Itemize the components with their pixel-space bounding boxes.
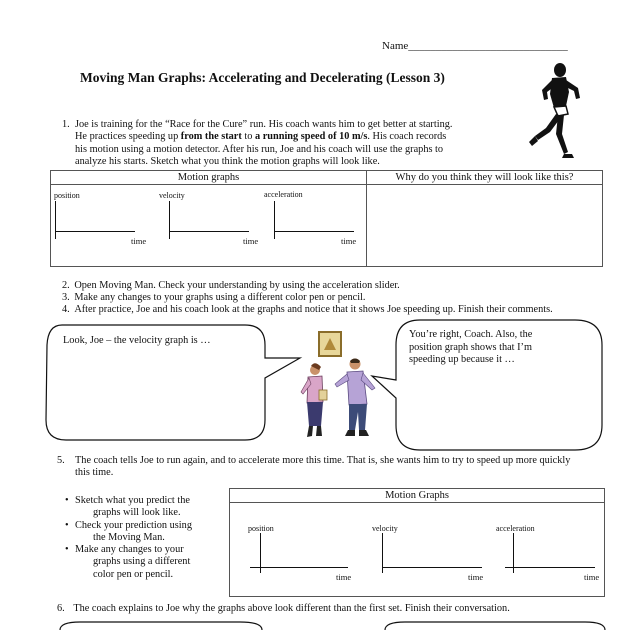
- list-item: • Make any changes to your graphs using a different color pen or pencil.: [65, 544, 192, 581]
- box-title: Motion Graphs: [385, 490, 449, 501]
- question-text-line: He practices speeding up from the start to a running speed of 10 m/s. His coach records: [75, 131, 447, 143]
- step-number: 3.: [62, 292, 70, 303]
- velocity-graph-sketch-area[interactable]: [370, 529, 485, 584]
- graph-axis-label-position: position: [248, 524, 274, 533]
- question-5: [57, 455, 571, 478]
- right-bubble-text: You’re right, Coach. Also, the position graph shows that I’m speeding up because it …: [409, 329, 533, 365]
- question-6: [57, 603, 510, 615]
- question-number: 1.: [62, 119, 70, 130]
- question-text-line: The coach tells Joe to run again, and to accelerate more this time. That is, she wants him to try to speed up more quickly: [75, 455, 571, 466]
- motion-graphs-box: [229, 488, 605, 597]
- graph-axis-label-acceleration: acceleration: [264, 190, 303, 199]
- name-field-line[interactable]: Name_____________________________: [382, 40, 568, 52]
- graph-time-label: time: [131, 236, 147, 246]
- graph-axis-label-position: position: [54, 191, 80, 200]
- coach-and-athlete-illustration: [297, 330, 387, 440]
- question-text: The coach explains to Joe why the graphs above look different than the first set. Finish their conversation.: [73, 603, 510, 614]
- table-header-reasoning: Why do you think they will look like this?: [395, 172, 574, 183]
- graph-time-label: time: [336, 572, 352, 582]
- list-item: • Check your prediction using the Moving Man.: [65, 520, 192, 545]
- bottom-left-bubble-top: [60, 622, 262, 630]
- graph-time-label: time: [584, 572, 600, 582]
- step-text: After practice, Joe and his coach look at the graphs and notice that it shows Joe speeding up. Finish their comments.: [74, 304, 553, 315]
- step-text: Make any changes to your graphs using a different color pen or pencil.: [74, 292, 366, 303]
- question-text-line: Joe is training for the “Race for the Cure” run. His coach wants him to get better at starting.: [75, 119, 453, 130]
- left-bubble-text: Look, Joe – the velocity graph is …: [63, 335, 211, 346]
- graph-axis-label-acceleration: acceleration: [496, 524, 535, 533]
- question-number: 6.: [57, 603, 65, 614]
- graph-time-label: time: [341, 236, 357, 246]
- instruction-list: [65, 495, 192, 581]
- question-number: 5.: [57, 455, 65, 466]
- question-text-line: analyze his starts. Sketch what you think the motion graphs will look like.: [75, 155, 380, 167]
- step-number: 4.: [62, 304, 70, 315]
- bottom-right-bubble-top: [385, 622, 605, 630]
- page-title: Moving Man Graphs: Accelerating and Decelerating (Lesson 3): [80, 70, 445, 85]
- graph-axis-label-velocity: velocity: [372, 524, 398, 533]
- step-number: 2.: [62, 280, 70, 291]
- position-graph-sketch-area[interactable]: [248, 529, 358, 584]
- graph-time-label: time: [243, 236, 259, 246]
- list-item: • Sketch what you predict the graphs will look like.: [65, 495, 192, 520]
- graph-axis-label-velocity: velocity: [159, 191, 185, 200]
- graph-time-label: time: [468, 572, 484, 582]
- acceleration-graph-sketch-area[interactable]: [494, 529, 600, 584]
- step-text: Open Moving Man. Check your understanding by using the acceleration slider.: [74, 280, 400, 291]
- table-header-graphs: Motion graphs: [177, 172, 240, 183]
- question-text-line: this time.: [75, 467, 114, 478]
- question-text-line: his motion using a motion detector. After his run, Joe and his coach will use the graphs to: [75, 143, 444, 155]
